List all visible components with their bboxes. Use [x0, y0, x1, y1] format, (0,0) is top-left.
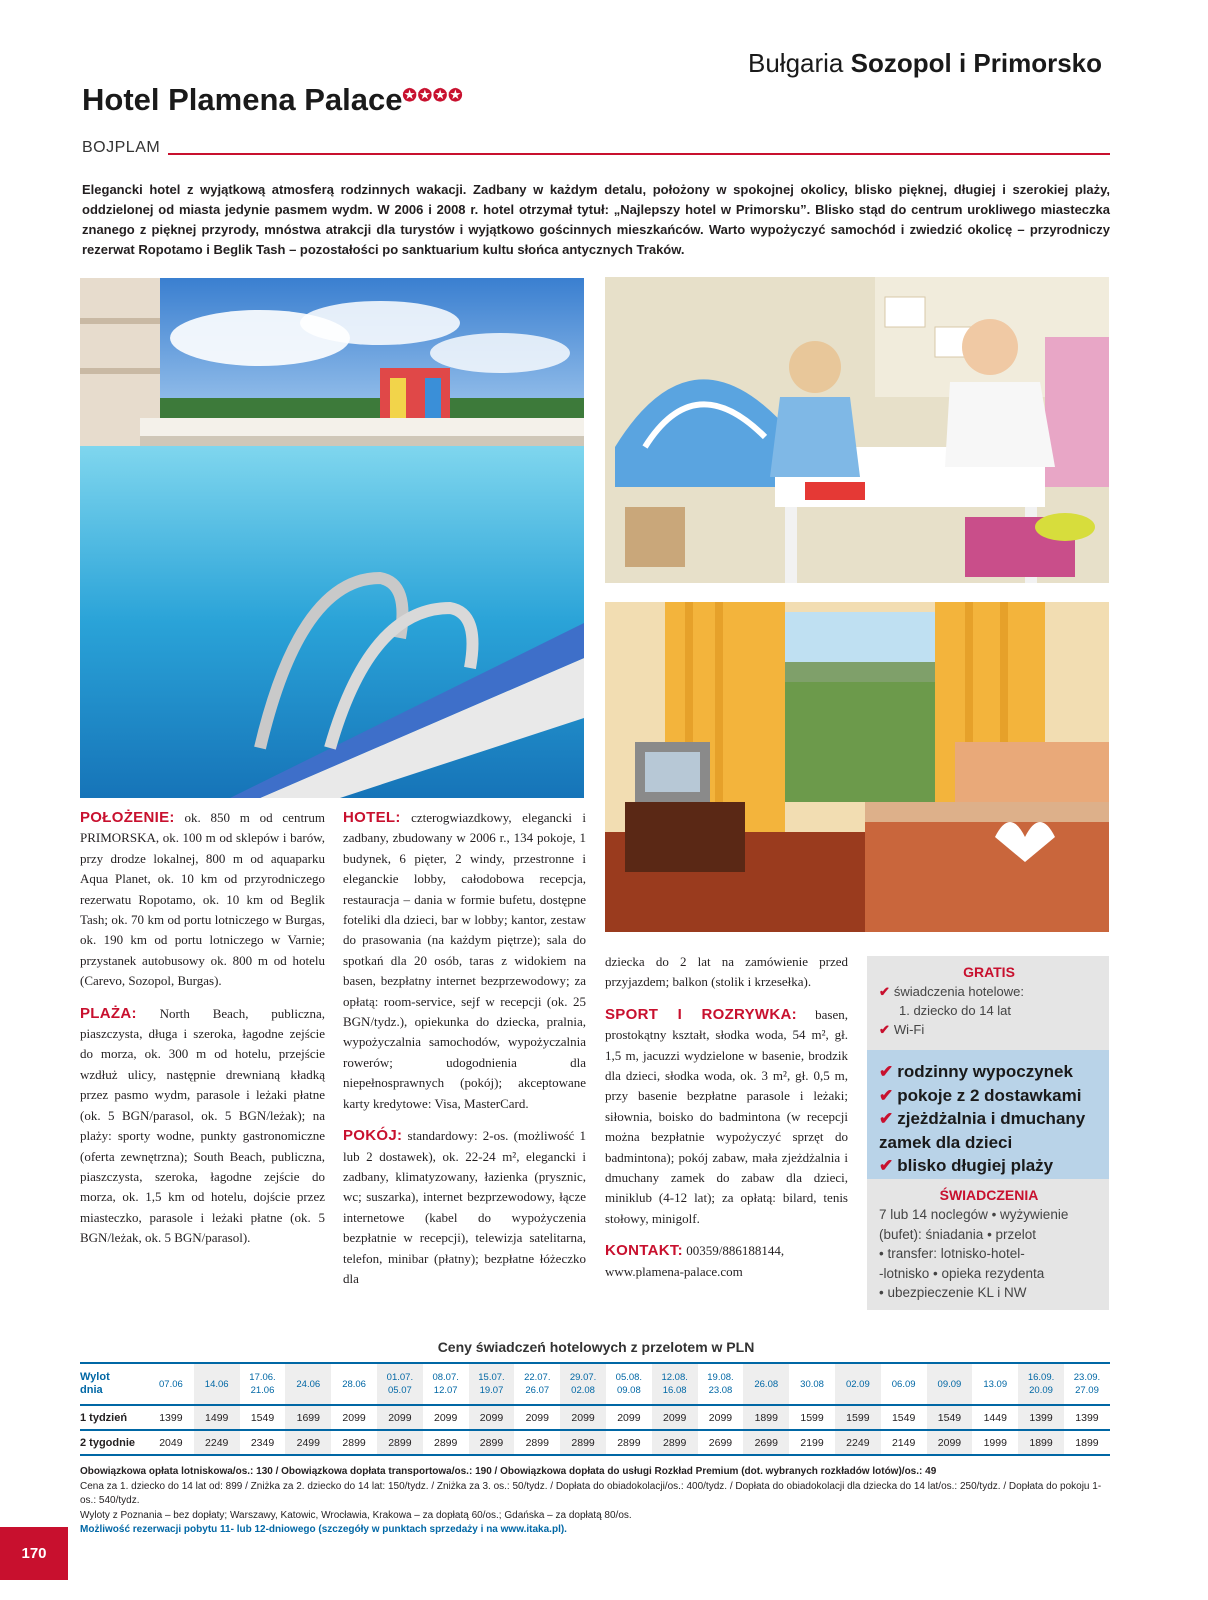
price-cell: 2899 — [469, 1430, 515, 1455]
feature-item — [879, 1154, 1099, 1178]
departure-date — [377, 1363, 423, 1405]
services-line: -lotnisko • opieka rezydenta — [879, 1265, 1045, 1281]
destination-label: Sozopol i Primorsko — [850, 48, 1103, 78]
price-cell: 1599 — [789, 1405, 835, 1430]
sidebar-box — [867, 956, 1109, 1310]
text-column-1 — [80, 808, 325, 1261]
kids-image — [605, 277, 1109, 583]
departure-date-line-1: 17.06. — [249, 1372, 276, 1383]
section-hotel — [343, 808, 586, 1114]
destination-heading — [748, 48, 1102, 79]
departure-date — [240, 1363, 286, 1405]
departure-date-line-1: 29.07. — [569, 1372, 597, 1383]
departure-date — [560, 1363, 606, 1405]
price-cell: 2099 — [331, 1405, 377, 1430]
price-cell: 1399 — [148, 1405, 194, 1430]
gratis-box — [867, 956, 1109, 1050]
departure-date-line-1: 12.08. — [661, 1372, 688, 1383]
departure-date-line-1: 02.09 — [845, 1378, 870, 1390]
departure-date-line-2: 09.08 — [616, 1385, 641, 1396]
price-cell: 2499 — [285, 1430, 331, 1455]
departure-date-line-1: 15.07. — [478, 1372, 505, 1383]
hotel-text: czterogwiazdkowy, elegancki i zadbany, zbudowany w 2006 r., 134 pokoje, 1 budynek, 6 pięter, 2 windy, przestronne i eleganckie lobby, całodobowa recepcja, restauracja – dania w formie bufetu, dostępne foteliki dla dzieci, bar w lobby; kantor, zestaw do prasowania (na każdym piętrze); sala do spotkań dla 20 osób, taras z widokiem na basen, bezpłatny internet bezprzewodowy; za opłatą: room-service, sejf w recepcji (ok. 25 BGN/tydz.), opiekunka do dziecka, pralnia, wypożyczalnia samochodów, wypożyczalnia rowerów; udogodnienia dla niepełnosprawnych (pokój); akceptowane karty kredytowe: Visa, MasterCard. — [343, 810, 586, 1111]
price-cell: 2899 — [423, 1430, 469, 1455]
departure-date — [652, 1363, 698, 1405]
price-cell: 2099 — [514, 1405, 560, 1430]
price-cell: 1399 — [1064, 1405, 1110, 1430]
departure-date — [743, 1363, 789, 1405]
price-cell: 2349 — [240, 1430, 286, 1455]
price-cell: 1399 — [1018, 1405, 1064, 1430]
price-cell: 2699 — [743, 1430, 789, 1455]
price-cell: 1999 — [972, 1430, 1018, 1455]
feature-text: blisko długiej plaży — [897, 1156, 1054, 1175]
hotel-title — [82, 82, 463, 118]
departure-date — [331, 1363, 377, 1405]
departure-date-line-1: 01.07. — [386, 1372, 414, 1383]
price-cell: 2099 — [377, 1405, 423, 1430]
price-cell: 2099 — [560, 1405, 606, 1430]
departure-date-line-2: 19.07 — [479, 1385, 504, 1396]
services-box — [867, 1179, 1109, 1310]
departure-date-line-2: 02.08 — [571, 1385, 595, 1396]
text-column-2 — [343, 808, 586, 1301]
services-line: • transfer: lotnisko-hotel- — [879, 1246, 1025, 1261]
section-polozenie — [80, 808, 325, 992]
price-cell: 1549 — [927, 1405, 973, 1430]
price-cell: 2099 — [652, 1405, 698, 1430]
price-table-title: Ceny świadczeń hotelowych z przelotem w PLN — [437, 1339, 755, 1355]
check-icon: ✔ — [879, 1022, 890, 1037]
departure-date-line-2: 16.08 — [662, 1385, 687, 1396]
polozenie-heading: POŁOŻENIE: — [80, 809, 175, 826]
departure-date-line-1: 30.08 — [800, 1378, 824, 1390]
price-cell: 2699 — [698, 1430, 744, 1455]
departure-date-line-2: 21.06 — [250, 1385, 275, 1396]
check-icon: ✔ — [879, 1062, 894, 1081]
hotel-room-photo — [605, 602, 1109, 932]
departure-date — [606, 1363, 652, 1405]
departure-date — [285, 1363, 331, 1405]
gratis-item-2-text: Wi-Fi — [893, 1022, 925, 1037]
gratis-item-2 — [879, 1020, 1099, 1039]
duration-label: 1 tydzień — [80, 1405, 148, 1430]
price-cell: 2899 — [377, 1430, 423, 1455]
header-divider — [168, 153, 1110, 155]
price-row — [80, 1405, 1110, 1430]
price-cell: 2149 — [881, 1430, 927, 1455]
hotel-heading: HOTEL: — [343, 809, 401, 826]
price-cell: 1549 — [881, 1405, 927, 1430]
departure-date-line-1: 26.08 — [754, 1378, 779, 1390]
gratis-item-1 — [879, 982, 1099, 1001]
features-box — [867, 1050, 1109, 1179]
departure-date-line-1: 05.08. — [615, 1372, 643, 1383]
feature-text: zjeżdżalnia i dmuchany — [897, 1109, 1086, 1128]
price-cell: 2249 — [835, 1430, 881, 1455]
price-cell: 2899 — [560, 1430, 606, 1455]
services-title: ŚWIADCZENIA — [939, 1187, 1039, 1203]
price-cell: 1549 — [240, 1405, 286, 1430]
kontakt-website-link[interactable]: www.plamena-palace.com — [605, 1263, 743, 1279]
price-cell: 2899 — [652, 1430, 698, 1455]
price-cell: 2099 — [469, 1405, 515, 1430]
price-cell: 1899 — [743, 1405, 789, 1430]
section-pokoj — [343, 1126, 586, 1289]
price-cell: 1499 — [194, 1405, 240, 1430]
departure-date-line-1: 06.09 — [891, 1378, 916, 1390]
price-cell: 2899 — [514, 1430, 560, 1455]
pokoj-text: standardowy: 2-os. (możliwość 1 lub 2 dostawek), ok. 22-24 m², elegancki i zadbany, klimatyzowany, łazienka (prysznic, wc; suszarka), internet bezprzewodowy, łącze internetowe (kabel do wypożyczenia bezpłatnie w recepcji), telewizja satelitarna, telefon, minibar (płatny); bezpłatne łóżeczko dla — [343, 1128, 586, 1286]
feature-item — [879, 1107, 1099, 1131]
price-cell: 2249 — [194, 1430, 240, 1455]
price-cell: 2099 — [606, 1405, 652, 1430]
departure-date — [789, 1363, 835, 1405]
sport-text: basen, prostokątny kształt, słodka woda, 54 m², gł. 1,5 m, jacuzzi wydzielone w basenie, brodzik dla dzieci, słodka woda, ok. 3 m², gł. 0,5 m, przy basenie bezpłatne parasole i leżaki; siłownia, boisko do badmintona (w recepcji można bezpłatnie wypożyczyć sprzęt do badmintona); pokój zabaw, mała zjeżdżalnia i dmuchany zamek do zabaw dla dzieci, miniklub (4-12 lat); za opłatą: bilard, tenis stołowy, minigolf. — [605, 1006, 848, 1226]
departure-date-line-2: 26.07 — [525, 1385, 550, 1396]
departure-date — [927, 1363, 973, 1405]
kontakt-heading: KONTAKT: — [605, 1242, 683, 1260]
departure-date-line-1: 13.09 — [983, 1378, 1008, 1390]
section-kontakt — [605, 1241, 848, 1282]
footnote-discounts: Cena za 1. dziecko do 14 lat od: 899 / Zniżka za 2. dziecko do 14 lat: 150/tydz. / Zniżka za 3. os.: 50/tydz. / Dopłata do obiadokolacji/os.: 400/tydz. / Dopłata do obiadokolacji dla dziecka do 14 lat/os.: 250/tydz. / Dopłata do pokoju 1-os.: 540/tydz. — [80, 1480, 1102, 1507]
price-table — [80, 1362, 1110, 1456]
section-sport — [605, 1005, 848, 1229]
departure-date-line-1: 23.09. — [1073, 1372, 1101, 1383]
departure-date — [514, 1363, 560, 1405]
gratis-title: GRATIS — [963, 964, 1015, 980]
departure-header-line-1: Wylot — [80, 1371, 110, 1383]
departure-date — [835, 1363, 881, 1405]
price-cell: 2099 — [423, 1405, 469, 1430]
price-cell: 1899 — [1064, 1430, 1110, 1455]
offer-code: BOJPLAM — [82, 139, 161, 156]
departure-date — [423, 1363, 469, 1405]
departure-date-line-2: 20.09 — [1029, 1385, 1053, 1396]
departure-date-line-1: 09.09 — [937, 1378, 962, 1390]
price-cell: 2199 — [789, 1430, 835, 1455]
gratis-item-1b: 1. dziecko do 14 lat — [899, 1003, 1012, 1018]
departure-date — [1064, 1363, 1110, 1405]
feature-item-continuation: zamek dla dzieci — [879, 1132, 1013, 1152]
sport-heading: SPORT I ROZRYWKA: — [605, 1005, 797, 1023]
price-cell: 1449 — [972, 1405, 1018, 1430]
kontakt-phone: 00359/886188144, — [686, 1243, 785, 1259]
page-number: 170 — [0, 1527, 68, 1580]
section-plaza — [80, 1004, 325, 1249]
pokoj-continuation: dziecka do 2 lat na zamówienie przed przyjazdem; balkon (stolik i krzesełka). — [605, 954, 848, 990]
departure-date-line-2: 12.07 — [433, 1385, 458, 1396]
price-cell: 2099 — [698, 1405, 744, 1430]
price-cell: 1599 — [835, 1405, 881, 1430]
departure-date — [698, 1363, 744, 1405]
plaza-heading: PLAŻA: — [80, 1004, 137, 1022]
departure-date-line-1: 24.06 — [296, 1378, 321, 1390]
text-column-3 — [605, 952, 848, 1294]
check-icon: ✔ — [879, 984, 890, 999]
pool-photo — [80, 278, 584, 798]
departure-date-line-2: 05.07 — [387, 1385, 412, 1396]
duration-label: 2 tygodnie — [80, 1430, 148, 1455]
departure-date-line-1: 07.06 — [159, 1378, 183, 1390]
departure-date-line-1: 14.06 — [204, 1378, 229, 1390]
price-cell: 2099 — [927, 1430, 973, 1455]
departure-date-line-1: 08.07. — [432, 1372, 459, 1383]
price-cell: 2049 — [148, 1430, 194, 1455]
footnote-booking-link[interactable]: Możliwość rezerwacji pobytu 11- lub 12-dniowego (szczegóły w punktach sprzedaży i na www.itaka.pl). — [80, 1524, 567, 1536]
departure-header-line-2: dnia — [80, 1384, 103, 1396]
services-line: • ubezpieczenie KL i NW — [879, 1285, 1027, 1300]
star-rating-icon: ✪✪✪✪ — [402, 86, 464, 105]
feature-item — [879, 1084, 1099, 1108]
price-cell: 2899 — [331, 1430, 377, 1455]
departure-date — [469, 1363, 515, 1405]
departure-date-line-1: 22.07. — [524, 1372, 551, 1383]
country-label: Bułgaria — [748, 48, 844, 78]
feature-text: rodzinny wypoczynek — [897, 1062, 1073, 1081]
price-row — [80, 1430, 1110, 1455]
departure-header — [80, 1363, 148, 1405]
departure-date — [1018, 1363, 1064, 1405]
kids-playroom-photo — [605, 277, 1109, 583]
feature-text: pokoje z 2 dostawkami — [897, 1085, 1082, 1105]
plaza-text: North Beach, publiczna, piaszczysta, długa i szeroka, łagodne zejście do morza, ok. 300 m od hotelu, przejście wzdłuż ulicy, następnie drewnianą kładką przez pasmo wydm, parasole i leżaki płatne (ok. 5 BGN/parasol, ok. 5 BGN/leżak); na plaży: sporty wodne, punkty gastronomiczne (oferta zewnętrzna); South Beach, publiczna, piaszczysta, szeroka, łagodne zejście do morza, ok. 1,5 km od hotelu, dojście przez miasteczko, parasole i leżaki płatne (ok. 5 BGN/leżak, ok. 5 BGN/parasol). — [80, 1005, 326, 1246]
departure-date-line-1: 16.09. — [1027, 1372, 1055, 1383]
intro-paragraph: Elegancki hotel z wyjątkową atmosferą rodzinnych wakacji. Zadbany w każdym detalu, położony w spokojnej okolicy, blisko pięknej, długiej i szerokiej plaży, oddzielonej od miasta jedynie pasmem wydm. W 2006 i 2008 r. hotel otrzymał tytuł: „Najlepszy hotel w Primorsku”. Blisko stąd do centrum urokliwego miasteczka znanego z pięknej przyrody, mnóstwa atrakcji dla turystów i wyjątkowo gościnnych mieszkańców. Warto wypożyczyć samochód i zwiedzić okolicę – przyrodniczy rezerwat Ropotamo i Beglik Tash – pozostałości po sanktuarium kultu słońca antycznych Traków. — [82, 182, 1110, 257]
departure-date — [881, 1363, 927, 1405]
price-cell: 1699 — [285, 1405, 331, 1430]
departure-date-line-1: 19.08. — [707, 1372, 734, 1383]
pool-image — [80, 278, 584, 798]
price-table-wrapper — [80, 1362, 1110, 1456]
footnotes — [80, 1465, 1110, 1538]
departure-date-line-2: 23.08 — [708, 1385, 733, 1396]
footnote-fees: Obowiązkowa opłata lotniskowa/os.: 130 / Obowiązkowa dopłata transportowa/os.: 190 / Obowiązkowa dopłata do usługi Rozkład Premium (dot. wybranych rozkładów lotów)/os.: 49 — [80, 1466, 937, 1477]
departure-date — [148, 1363, 194, 1405]
departure-date — [194, 1363, 240, 1405]
feature-item — [879, 1060, 1099, 1084]
departure-date — [972, 1363, 1018, 1405]
gratis-item-1-text: świadczenia hotelowe: — [893, 984, 1024, 999]
polozenie-text: ok. 850 m od centrum PRIMORSKA, ok. 100 m od sklepów i barów, przy drodze lokalnej, 800 m od aquaparku Aqua Planet, ok. 10 km od przyrodniczego rezerwatu Ropotamo, ok. 10 km od Beglik Tash; ok. 70 km od portu lotniczego w Burgas, ok. 190 km od portu lotniczego w Varnie; przystanek autobusowy ok. 800 m od hotelu (Carevo, Sozopol, Burgas). — [80, 810, 325, 989]
price-cell: 2899 — [606, 1430, 652, 1455]
check-icon: ✔ — [879, 1085, 894, 1105]
pokoj-heading: POKÓJ: — [343, 1127, 403, 1145]
departure-dates-row — [80, 1363, 1110, 1405]
room-image — [605, 602, 1109, 932]
price-cell: 1899 — [1018, 1430, 1064, 1455]
services-line: 7 lub 14 noclegów • wyżywienie — [879, 1207, 1069, 1222]
departure-date-line-1: 28.06 — [342, 1378, 366, 1390]
footnote-departures: Wyloty z Poznania – bez dopłaty; Warszawy, Katowic, Wrocławia, Krakowa – za dopłatą 60/os.; Gdańska – za dopłatą 80/os. — [80, 1509, 632, 1521]
hotel-name: Hotel Plamena Palace — [82, 82, 403, 117]
check-icon: ✔ — [879, 1109, 894, 1128]
services-line: (bufet): śniadania • przelot — [879, 1226, 1037, 1242]
check-icon: ✔ — [879, 1156, 894, 1175]
departure-date-line-2: 27.09 — [1075, 1385, 1099, 1396]
